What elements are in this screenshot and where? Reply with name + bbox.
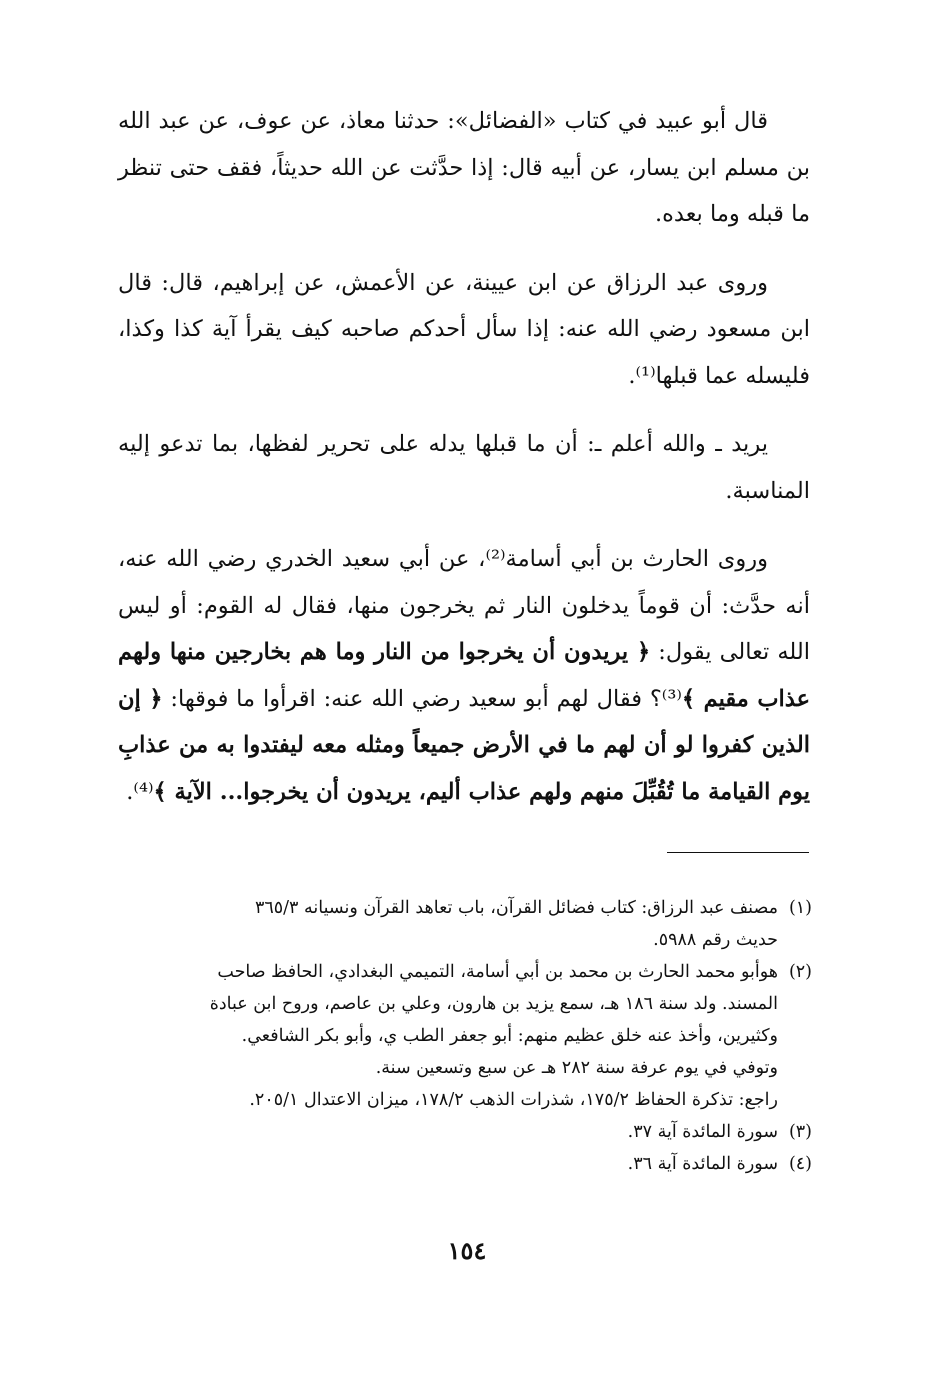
footnote-separator [667, 852, 809, 853]
paragraph-1-text: قال أبو عبيد في كتاب «الفضائل»: حدثنا معاذ، عن عوف، عن عبد الله بن مسلم ابن يسار، عن أبيه قال: إذا حدَّثت عن الله حديثاً، فقف حتى تنظر ما قبله وما بعده. [118, 108, 810, 227]
paragraph-2 [118, 260, 810, 400]
footnote [116, 1148, 812, 1180]
page-number: ١٥٤ [447, 1236, 487, 1265]
footnote-continuation: وكثيرين، وأخذ عنه خلق عظيم منهم: أبو جعفر الطب ي، وأبو بكر الشافعي. [241, 1026, 778, 1046]
paragraph-4-text-b: ⁽³⁾؟ فقال لهم أبو سعيد رضي الله عنه: اقرأوا ما فوقها: [162, 685, 682, 712]
footnote-text: مصنف عبد الرزاق: كتاب فضائل القرآن، باب تعاهد القرآن ونسيانه ٣٦٥/٣ [254, 898, 778, 918]
paragraph-4-text-c: ⁽⁴⁾. [126, 778, 154, 805]
footnote-continuation: حديث رقم ٥٩٨٨. [653, 930, 778, 950]
footnote-text: سورة المائدة آية ٣٦. [627, 1154, 778, 1174]
footnote-continuation: المسند. ولد سنة ١٨٦ هـ، سمع يزيد بن هارون، وعلي بن عاصم، وروح ابن عبادة [209, 994, 778, 1014]
footnote-first-line [116, 892, 812, 924]
footnote-number: (٤) [788, 1154, 812, 1174]
footnote [116, 1116, 812, 1148]
footnote-first-line [116, 1116, 812, 1148]
paragraph-3 [118, 421, 810, 514]
footnotes [116, 892, 812, 1180]
footnote-text: هوأبو محمد الحارث بن محمد بن أبي أسامة، التميمي البغدادي، الحافظ صاحب [217, 962, 778, 982]
footnote-number: (٣) [788, 1122, 812, 1142]
footnote-first-line [116, 956, 812, 988]
footnote [116, 956, 812, 1116]
footnote-number: (١) [788, 898, 812, 918]
footnote-first-line [116, 1148, 812, 1180]
footnote-number: (٢) [788, 962, 812, 982]
paragraph-3-text: يريد ـ والله أعلم ـ: أن ما قبلها يدله على تحرير لفظها، بما تدعو إليه المناسبة. [118, 431, 810, 504]
footnote-continuation: وتوفي في يوم عرفة سنة ٢٨٢ هـ عن سبع وتسعين سنة. [375, 1058, 778, 1078]
paragraph-1 [118, 98, 810, 238]
quran-quote-2: ﴿ إن الذين كفروا لو أن لهم ما في الأرض جميعاً ومثله معه ليفتدوا به من عذابِ يوم القيامة ما تُقُبِّلَ منهم ولهم عذاب أليم، يريدون أن يخرجوا... الآية ﴾ [118, 685, 810, 805]
footnote [116, 892, 812, 956]
paragraph-4 [118, 536, 810, 815]
footnote-continuation: راجع: تذكرة الحفاظ ١٧٥/٢، شذرات الذهب ١٧٨/٢، ميزان الاعتدال ٢٠٥/١. [249, 1090, 778, 1110]
paragraph-2-text: وروى عبد الرزاق عن ابن عيينة، عن الأعمش، عن إبراهيم، قال: قال ابن مسعود رضي الله عنه: إذا سأل أحدكم صاحبه كيف يقرأ آية كذا وكذا، فليسله عما قبلها⁽¹⁾. [118, 269, 810, 389]
paragraph-4-text-a: وروى الحارث بن أبي أسامة⁽²⁾، عن أبي سعيد الخدري رضي الله عنه، أنه حدَّث: أن قوماً يدخلون النار ثم يخرجون منها، فقال له القوم: أو ليس الله تعالى يقول: [118, 546, 810, 665]
main-text [118, 98, 810, 837]
footnote-text: سورة المائدة آية ٣٧. [627, 1122, 778, 1142]
quran-quote-1: ﴿ يريدون أن يخرجوا من النار وما هم بخارجين منها ولهم عذاب مقيم ﴾ [118, 639, 811, 712]
